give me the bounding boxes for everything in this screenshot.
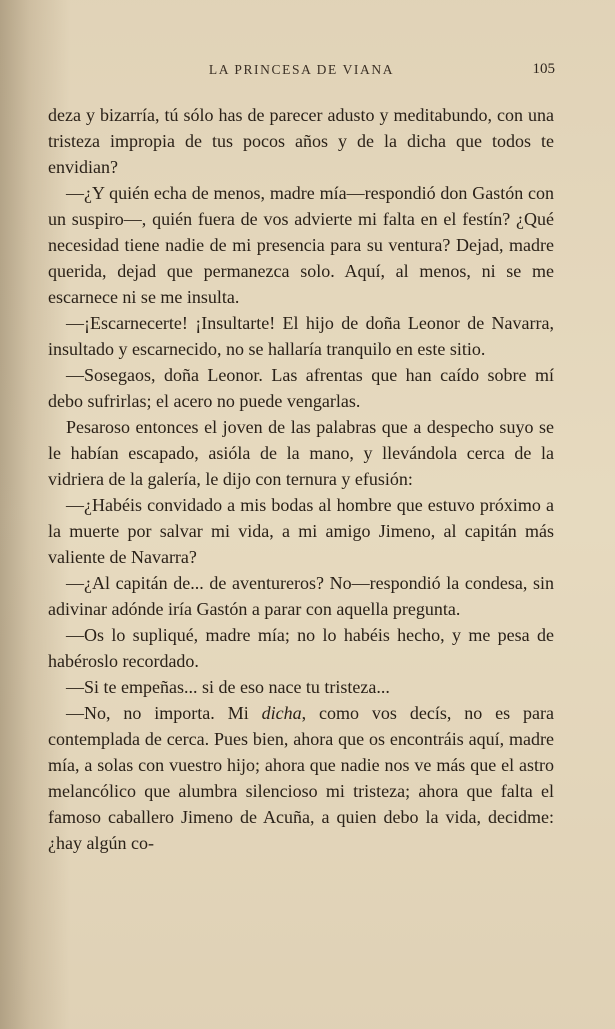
- paragraph: —Os lo supliqué, madre mía; no lo habéis hecho, y me pesa de habéroslo recordado.: [48, 625, 554, 671]
- emphasized-word: dicha: [261, 703, 302, 723]
- paragraph-text: , como vos decís, no es para contemplada de cerca. Pues bien, ahora que os encontráis aquí, madre mía, a solas con vuestro hijo; ahora que nadie nos ve más que el astro melancólico que alumbra silencioso mi tristeza; ahora que falta el famoso caballero Jimeno de Acuña, a quien debo la vida, decidme: ¿hay algún co-: [48, 703, 554, 853]
- page-number: 105: [532, 61, 555, 77]
- paragraph: —Si te empeñas... si de eso nace tu tristeza...: [66, 677, 390, 697]
- paragraph: —¿Habéis convidado a mis bodas al hombre que estuvo próximo a la muerte por salvar mi vida, a mi amigo Jimeno, al capitán más valiente de Navarra?: [48, 495, 554, 567]
- paragraph: —¿Al capitán de... de aventureros? No—respondió la condesa, sin adivinar adónde iría Gastón a parar con aquella pregunta.: [48, 573, 554, 619]
- paragraph: Pesaroso entonces el joven de las palabras que a despecho suyo se le habían escapado, asióla de la mano, y llevándola cerca de la vidriera de la galería, le dijo con ternura y efusión:: [48, 417, 554, 489]
- paragraph-text: —No, no importa. Mi: [66, 703, 262, 723]
- paragraph: [48, 700, 554, 856]
- paragraph: deza y bizarría, tú sólo has de parecer adusto y meditabundo, con una tristeza impropia de tus pocos años y de la dicha que todos te envidian?: [48, 105, 554, 177]
- body-text: [48, 102, 554, 856]
- paragraph: —¡Escarnecerte! ¡Insultarte! El hijo de doña Leonor de Navarra, insultado y escarnecido, no se hallaría tranquilo en este sitio.: [48, 313, 554, 359]
- paragraph: —¿Y quién echa de menos, madre mía—respondió don Gastón con un suspiro—, quién fuera de vos advierte mi falta en el festín? ¿Qué necesidad tiene nadie de mi presencia para su ventura? Dejad, madre querida, dejad que permanezca solo. Aquí, al menos, ni se me escarnece ni se me insulta.: [48, 183, 554, 307]
- running-title: LA PRINCESA DE VIANA: [208, 62, 395, 77]
- paragraph: —Sosegaos, doña Leonor. Las afrentas que han caído sobre mí debo sufrirlas; el acero no puede vengarlas.: [48, 365, 554, 411]
- page-header: [48, 62, 555, 84]
